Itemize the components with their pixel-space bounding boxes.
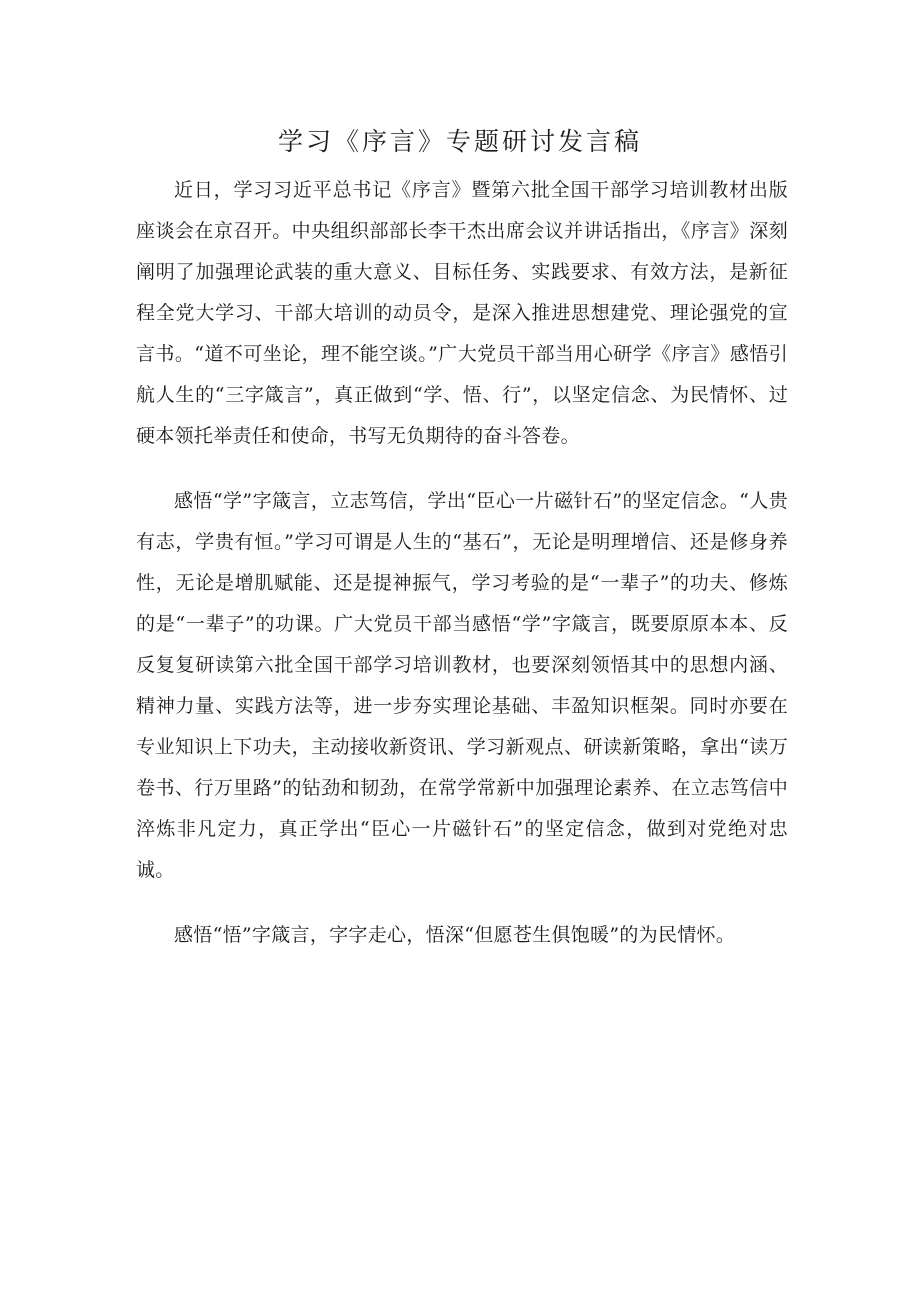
paragraph-learn: 感悟“学”字箴言，立志笃信，学出“臣心一片磁针石”的坚定信念。“人贵有志，学贵有恒。”学习可谓是人生的“基石”，无论是明理增信、还是修身养性，无论是增肌赋能、还是提神振气，学习考验的是“一辈子”的功夫、修炼的是“一辈子”的功课。广大党员干部当感悟“学”字箴言，既要原原本本、反反复复研读第六批全国干部学习培训教材，也要深刻领悟其中的思想内涵、精神力量、实践方法等，进一步夯实理论基础、丰盈知识框架。同时亦要在专业知识上下功夫，主动接收新资讯、学习新观点、研读新策略，拿出“读万卷书、行万里路”的钻劲和韧劲，在常学常新中加强理论素养、在立志笃信中淬炼非凡定力，真正学出“臣心一片磁针石”的坚定信念，做到对党绝对忠诚。: [136, 490, 788, 881]
document-body: [136, 170, 788, 980]
paragraph-understand: 感悟“悟”字箴言，字字走心，悟深“但愿苍生俱饱暖”的为民情怀。: [174, 924, 736, 946]
document-title: 学习《序言》专题研讨发言稿: [277, 127, 642, 156]
paragraph-intro: 近日，学习习近平总书记《序言》暨第六批全国干部学习培训教材出版座谈会在京召开。中央组织部部长李干杰出席会议并讲话指出，《序言》深刻阐明了加强理论武装的重大意义、目标任务、实践要求、有效方法，是新征程全党大学习、干部大培训的动员令，是深入推进思想建党、理论强党的宣言书。“道不可坐论，理不能空谈。”广大党员干部当用心研学《序言》感悟引航人生的“三字箴言”，真正做到“学、悟、行”，以坚定信念、为民情怀、过硬本领托举责任和使命，书写无负期待的奋斗答卷。: [136, 179, 788, 447]
